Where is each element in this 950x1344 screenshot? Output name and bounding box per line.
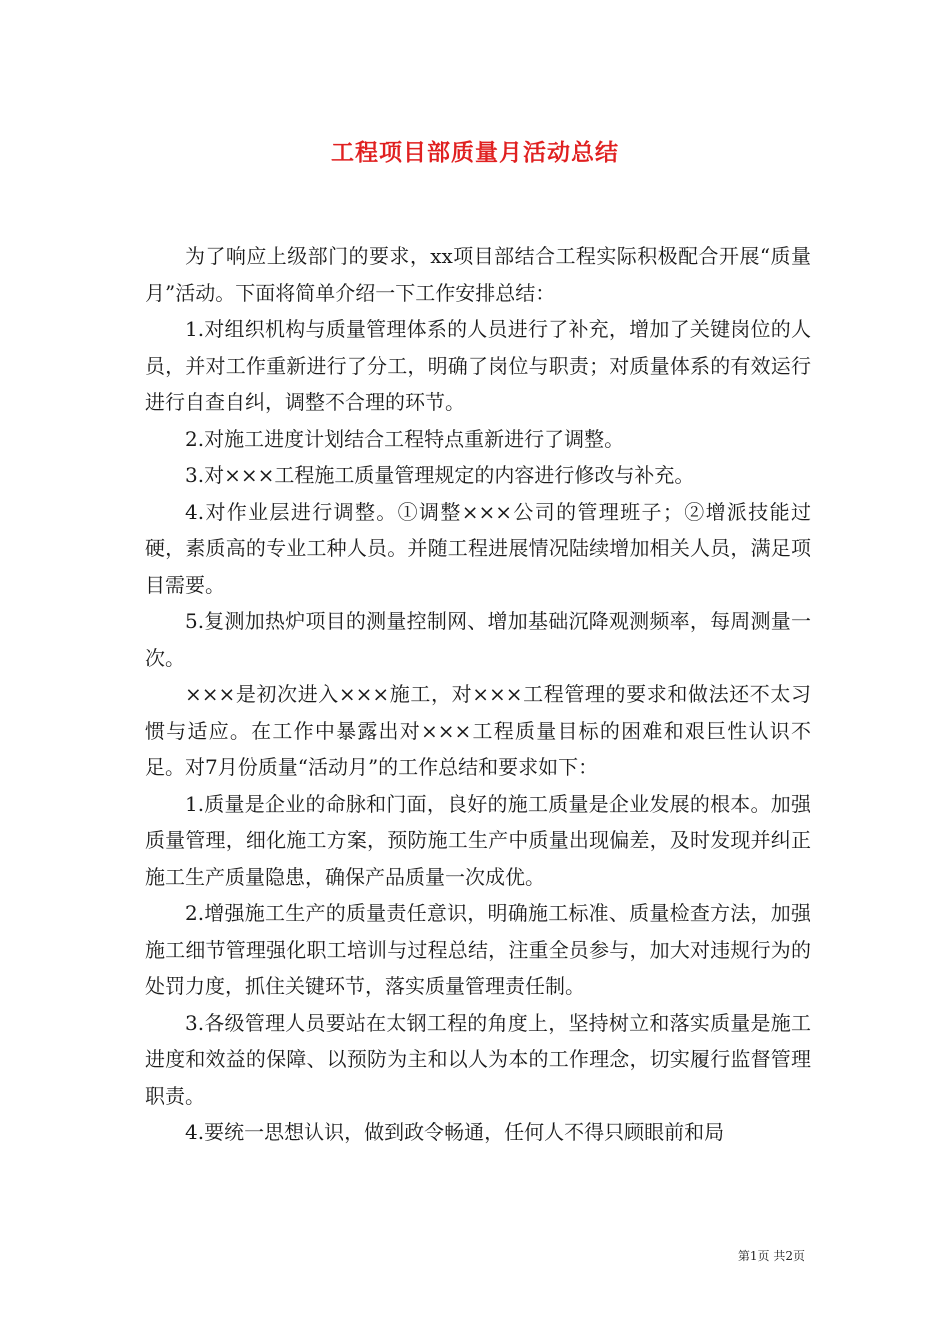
paragraph-item-5: 5.复测加热炉项目的测量控制网、增加基础沉降观测频率，每周测量一次。 xyxy=(145,609,811,670)
page-number-footer: 第1页 共2页 xyxy=(737,1249,805,1263)
paragraph-item-2: 2.对施工进度计划结合工程特点重新进行了调整。 xyxy=(185,426,625,451)
document-title: 工程项目部质量月活动总结 xyxy=(331,140,619,166)
paragraph-requirement-4: 4.要统一思想认识，做到政令畅通，任何人不得只顾眼前和局 xyxy=(185,1120,725,1144)
document-body xyxy=(145,238,811,1151)
paragraph-summary: ×××是初次进入×××施工，对×××工程管理的要求和做法还不太习惯与适应。在工作中暴露出对×××工程质量目标的困难和艰巨性认识不足。对7月份质量“活动月”的工作总结和要求如下： xyxy=(145,682,811,779)
paragraph-intro: 为了响应上级部门的要求，xx项目部结合工程实际积极配合开展“质量月”活动。下面将简单介绍一下工作安排总结： xyxy=(145,244,811,305)
paragraph-requirement-3: 3.各级管理人员要站在太钢工程的角度上，坚持树立和落实质量是施工进度和效益的保障、以预防为主和以人为本的工作理念，切实履行监督管理职责。 xyxy=(145,1010,811,1108)
paragraph-item-1: 1.对组织机构与质量管理体系的人员进行了补充，增加了关键岗位的人员，并对工作重新进行了分工，明确了岗位与职责；对质量体系的有效运行进行自查自纠，调整不合理的环节。 xyxy=(145,317,811,414)
paragraph-requirement-1: 1.质量是企业的命脉和门面，良好的施工质量是企业发展的根本。加强质量管理，细化施工方案，预防施工生产中质量出现偏差，及时发现并纠正施工生产质量隐患，确保产品质量一次成优。 xyxy=(145,791,811,889)
paragraph-item-3: 3.对×××工程施工质量管理规定的内容进行修改与补充。 xyxy=(185,463,695,487)
paragraph-item-4: 4.对作业层进行调整。①调整×××公司的管理班子；②增派技能过硬，素质高的专业工种人员。并随工程进展情况陆续增加相关人员，满足项目需要。 xyxy=(145,499,811,597)
paragraph-requirement-2: 2.增强施工生产的质量责任意识，明确施工标准、质量检查方法，加强施工细节管理强化职工培训与过程总结，注重全员参与，加大对违规行为的处罚力度，抓住关键环节，落实质量管理责任制。 xyxy=(145,901,811,998)
